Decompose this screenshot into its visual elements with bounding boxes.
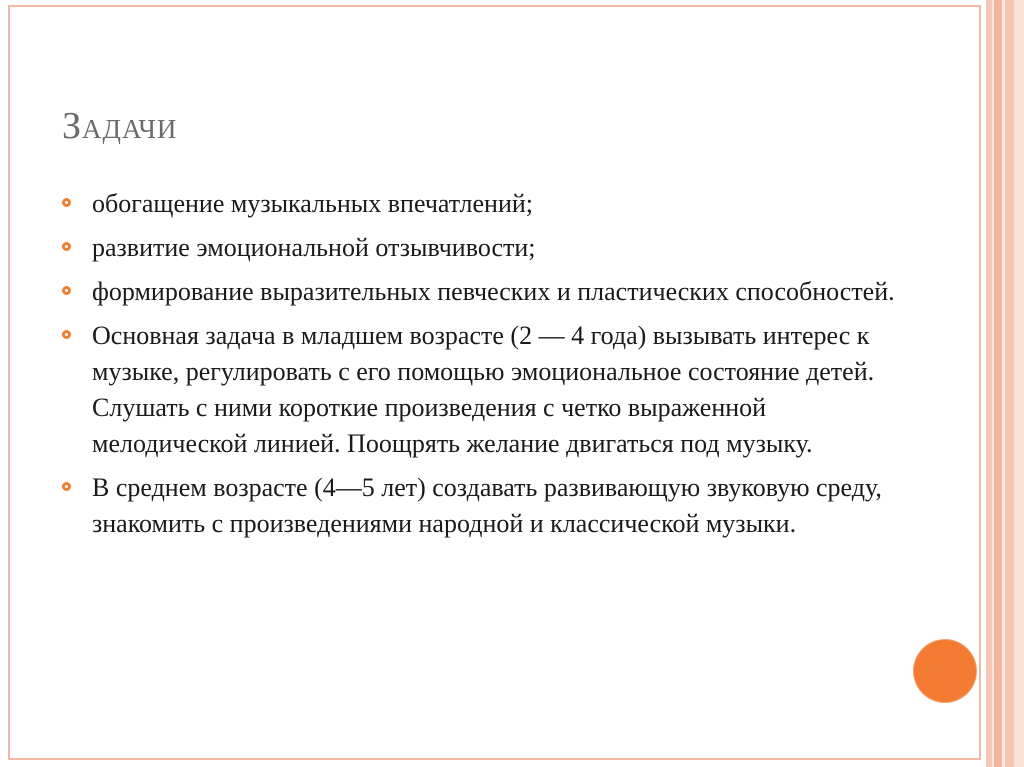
bullet-text: В среднем возрасте (4—5 лет) создавать развивающую звуковую среду, знакомить с произведениями народной и классической музыки. — [92, 473, 882, 538]
list-item — [62, 230, 902, 266]
list-item — [62, 186, 902, 222]
bullet-text: Основная задача в младшем возрасте (2 — 4 года) вызывать интерес к музыке, регулировать с его помощью эмоциональное состояние детей. Слушать с ними короткие произведения с четко выраженной мелодической линией. Поощрять желание двигаться под музыку. — [92, 321, 875, 458]
bullet-list — [62, 186, 902, 550]
list-item — [62, 274, 902, 310]
decor-stripe — [1014, 0, 1024, 767]
bullet-text: обогащение музыкальных впечатлений; — [92, 189, 533, 218]
bullet-circle-icon — [62, 242, 71, 251]
bullet-text: развитие эмоциональной отзывчивости; — [92, 233, 536, 262]
decorative-circle — [914, 640, 976, 702]
slide-title: Задачи — [62, 105, 178, 147]
bullet-circle-icon — [62, 198, 71, 207]
decor-stripe — [1005, 0, 1014, 767]
bullet-text: формирование выразительных певческих и пластических способностей. — [92, 277, 895, 306]
bullet-circle-icon — [62, 482, 71, 491]
bullet-circle-icon — [62, 286, 71, 295]
decor-stripe — [994, 0, 1002, 767]
list-item — [62, 470, 902, 542]
bullet-circle-icon — [62, 330, 71, 339]
list-item — [62, 318, 902, 462]
